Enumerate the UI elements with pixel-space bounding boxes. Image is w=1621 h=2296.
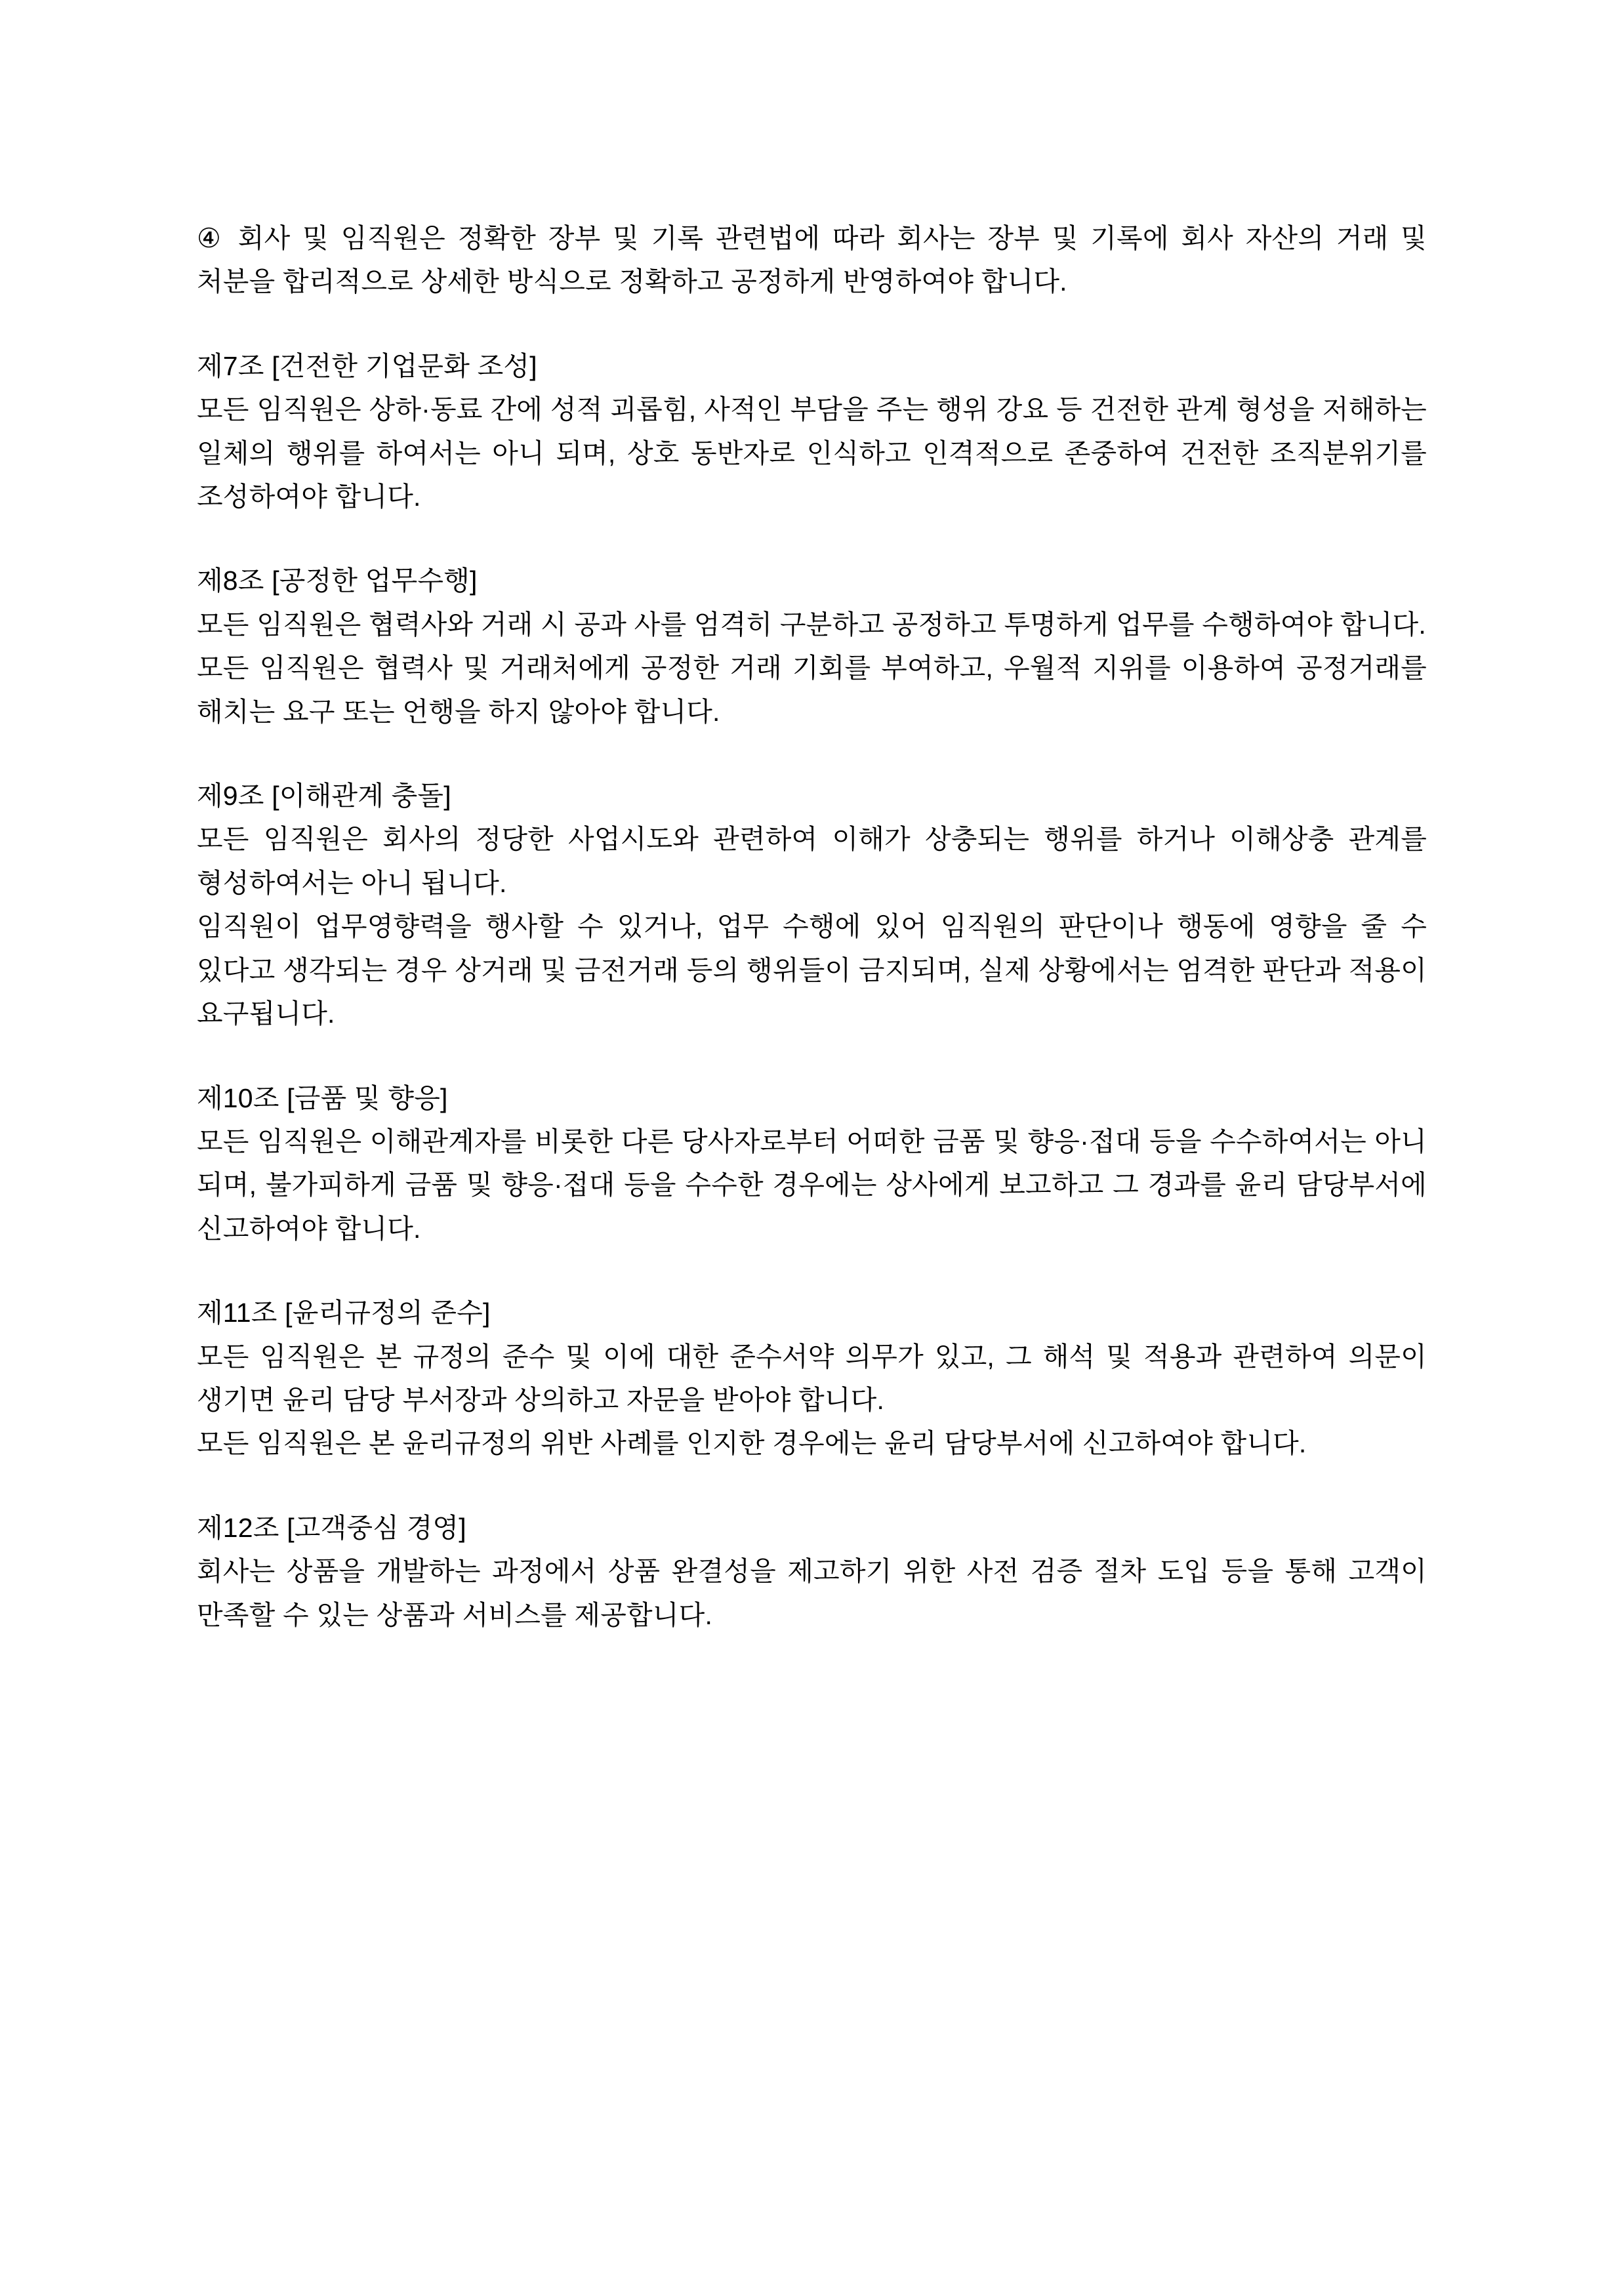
clause-7: [197, 344, 1427, 519]
clause-12: [197, 1506, 1427, 1637]
clause-heading: 제9조 [이해관계 충돌]: [197, 781, 451, 811]
paragraph: 모든 임직원은 이해관계자를 비롯한 다른 당사자로부터 어떠한 금품 및 향응·접대 등을 수수하여서는 아니 되며, 불가피하게 금품 및 향응·접대 등을 수수한 경우에는 상사에게 보고하고 그 경과를 윤리 담당부서에 신고하여야 합니다.: [197, 1126, 1427, 1244]
clause-6-item-4: [197, 216, 1427, 304]
paragraph: 모든 임직원은 협력사와 거래 시 공과 사를 엄격히 구분하고 공정하고 투명하게 업무를 수행하여야 합니다.: [197, 609, 1426, 640]
clause-heading: 제12조 [고객중심 경영]: [197, 1512, 466, 1543]
clause-heading: 제11조 [윤리규정의 준수]: [197, 1298, 491, 1328]
clause-heading: 제10조 [금품 및 향응]: [197, 1082, 448, 1113]
clause-11: [197, 1291, 1427, 1466]
paragraph: 임직원이 업무영향력을 행사할 수 있거나, 업무 수행에 있어 임직원의 판단이나 행동에 영향을 줄 수 있다고 생각되는 경우 상거래 및 금전거래 등의 행위들이 금지되며, 실제 상황에서는 엄격한 판단과 적용이 요구됩니다.: [197, 911, 1427, 1029]
paragraph: ④ 회사 및 임직원은 정확한 장부 및 기록 관련법에 따라 회사는 장부 및 기록에 회사 자산의 거래 및 처분을 합리적으로 상세한 방식으로 정확하고 공정하게 반영하여야 합니다.: [197, 223, 1427, 297]
clause-9: [197, 774, 1427, 1035]
paragraph: 모든 임직원은 본 규정의 준수 및 이에 대한 준수서약 의무가 있고, 그 해석 및 적용과 관련하여 의문이 생기면 윤리 담당 부서장과 상의하고 자문을 받아야 합니다.: [197, 1341, 1427, 1415]
clause-10: [197, 1076, 1427, 1251]
paragraph: 모든 임직원은 회사의 정당한 사업시도와 관련하여 이해가 상충되는 행위를 하거나 이해상충 관계를 형성하여서는 아니 됩니다.: [197, 824, 1427, 898]
paragraph: 모든 임직원은 본 윤리규정의 위반 사례를 인지한 경우에는 윤리 담당부서에 신고하여야 합니다.: [197, 1428, 1307, 1459]
clause-heading: 제7조 [건전한 기업문화 조성]: [197, 350, 537, 381]
clause-8: [197, 559, 1427, 733]
clause-heading: 제8조 [공정한 업무수행]: [197, 565, 478, 596]
document-body: [197, 216, 1427, 1637]
paragraph: 모든 임직원은 협력사 및 거래처에게 공정한 거래 기회를 부여하고, 우월적 지위를 이용하여 공정거래를 해치는 요구 또는 언행을 하지 않아야 합니다.: [197, 653, 1427, 727]
paragraph: 모든 임직원은 상하·동료 간에 성적 괴롭힘, 사적인 부담을 주는 행위 강요 등 건전한 관계 형성을 저해하는 일체의 행위를 하여서는 아니 되며, 상호 동반자로 인식하고 인격적으로 존중하여 건전한 조직분위기를 조성하여야 합니다.: [197, 394, 1427, 512]
paragraph: 회사는 상품을 개발하는 과정에서 상품 완결성을 제고하기 위한 사전 검증 절차 도입 등을 통해 고객이 만족할 수 있는 상품과 서비스를 제공합니다.: [197, 1556, 1427, 1630]
